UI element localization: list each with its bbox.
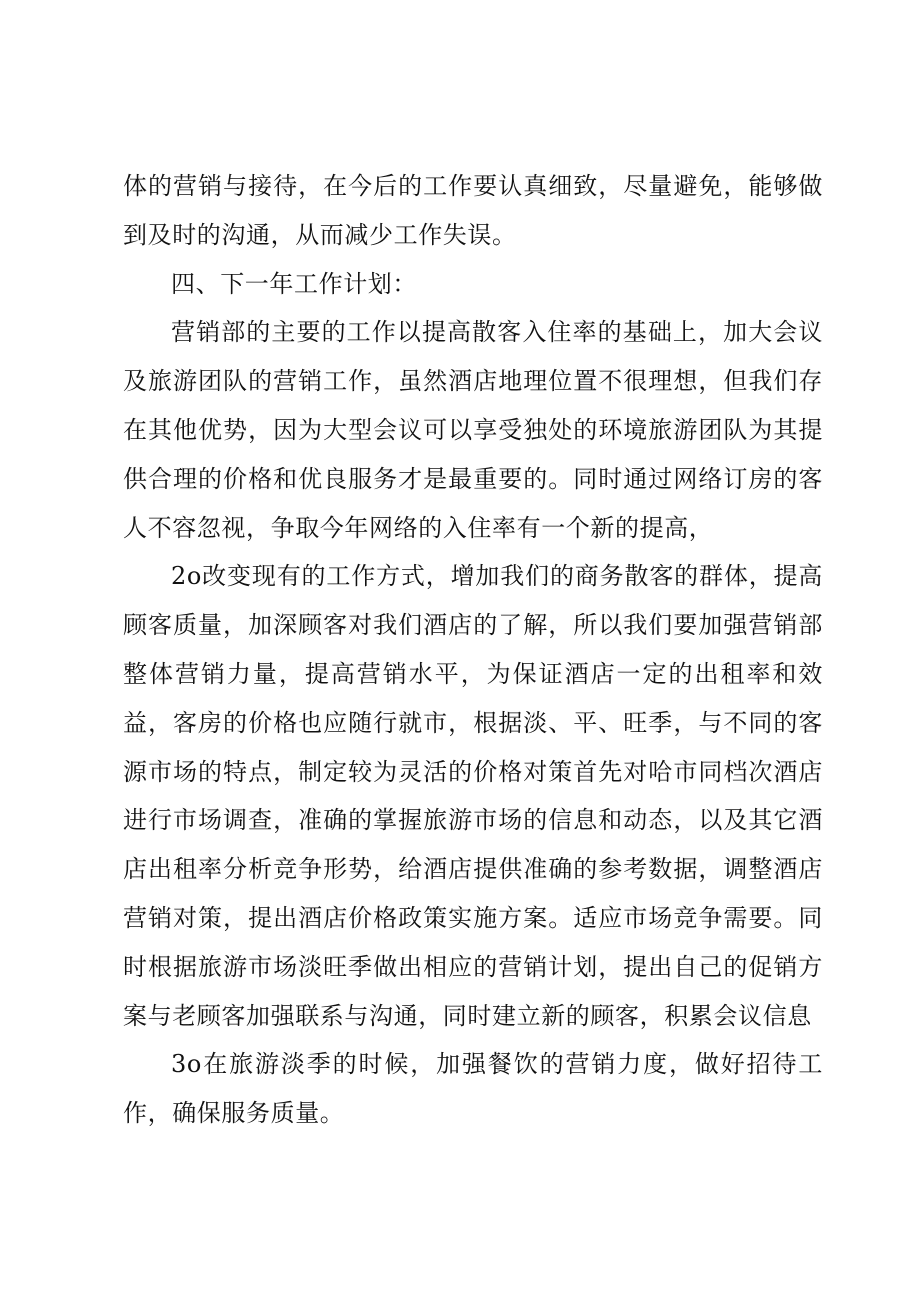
- section-heading-next-year-plan: 四、下一年工作计划：: [171, 269, 417, 298]
- paragraph-marketing-focus: 营销部的主要的工作以提高散客入住率的基础上，加大会议及旅游团队的营销工作，虽然酒店地理位置不很理想，但我们存在其他优势，因为大型会议可以享受独处的环境旅游团队为其提供合理的价格和优良服务才是最重要的。同时通过网络订房的客人不容忽视，争取今年网络的入住率有一个新的提高，: [123, 318, 823, 542]
- paragraph-continuation: 体的营销与接待，在今后的工作要认真细致，尽量避免，能够做到及时的沟通，从而减少工作失误。: [123, 172, 823, 249]
- paragraph-item-3: 3o在旅游淡季的时候，加强餐饮的营销力度，做好招待工作，确保服务质量。: [123, 1050, 823, 1128]
- document-body: [123, 162, 823, 1138]
- paragraph-item-2: 2o改变现有的工作方式，增加我们的商务散客的群体，提高顾客质量，加深顾客对我们酒店的了解，所以我们要加强营销部整体营销力量，提高营销水平，为保证酒店一定的出租率和效益，客房的价格也应随行就市，根据淡、平、旺季，与不同的客源市场的特点，制定较为灵活的价格对策首先对哈市同档次酒店进行市场调查，准确的掌握旅游市场的信息和动态，以及其它酒店出租率分析竞争形势，给酒店提供准确的参考数据，调整酒店营销对策，提出酒店价格政策实施方案。适应市场竞争需要。同时根据旅游市场淡旺季做出相应的营销计划，提出自己的促销方案与老顾客加强联系与沟通，同时建立新的顾客，积累会议信息: [123, 562, 823, 1030]
